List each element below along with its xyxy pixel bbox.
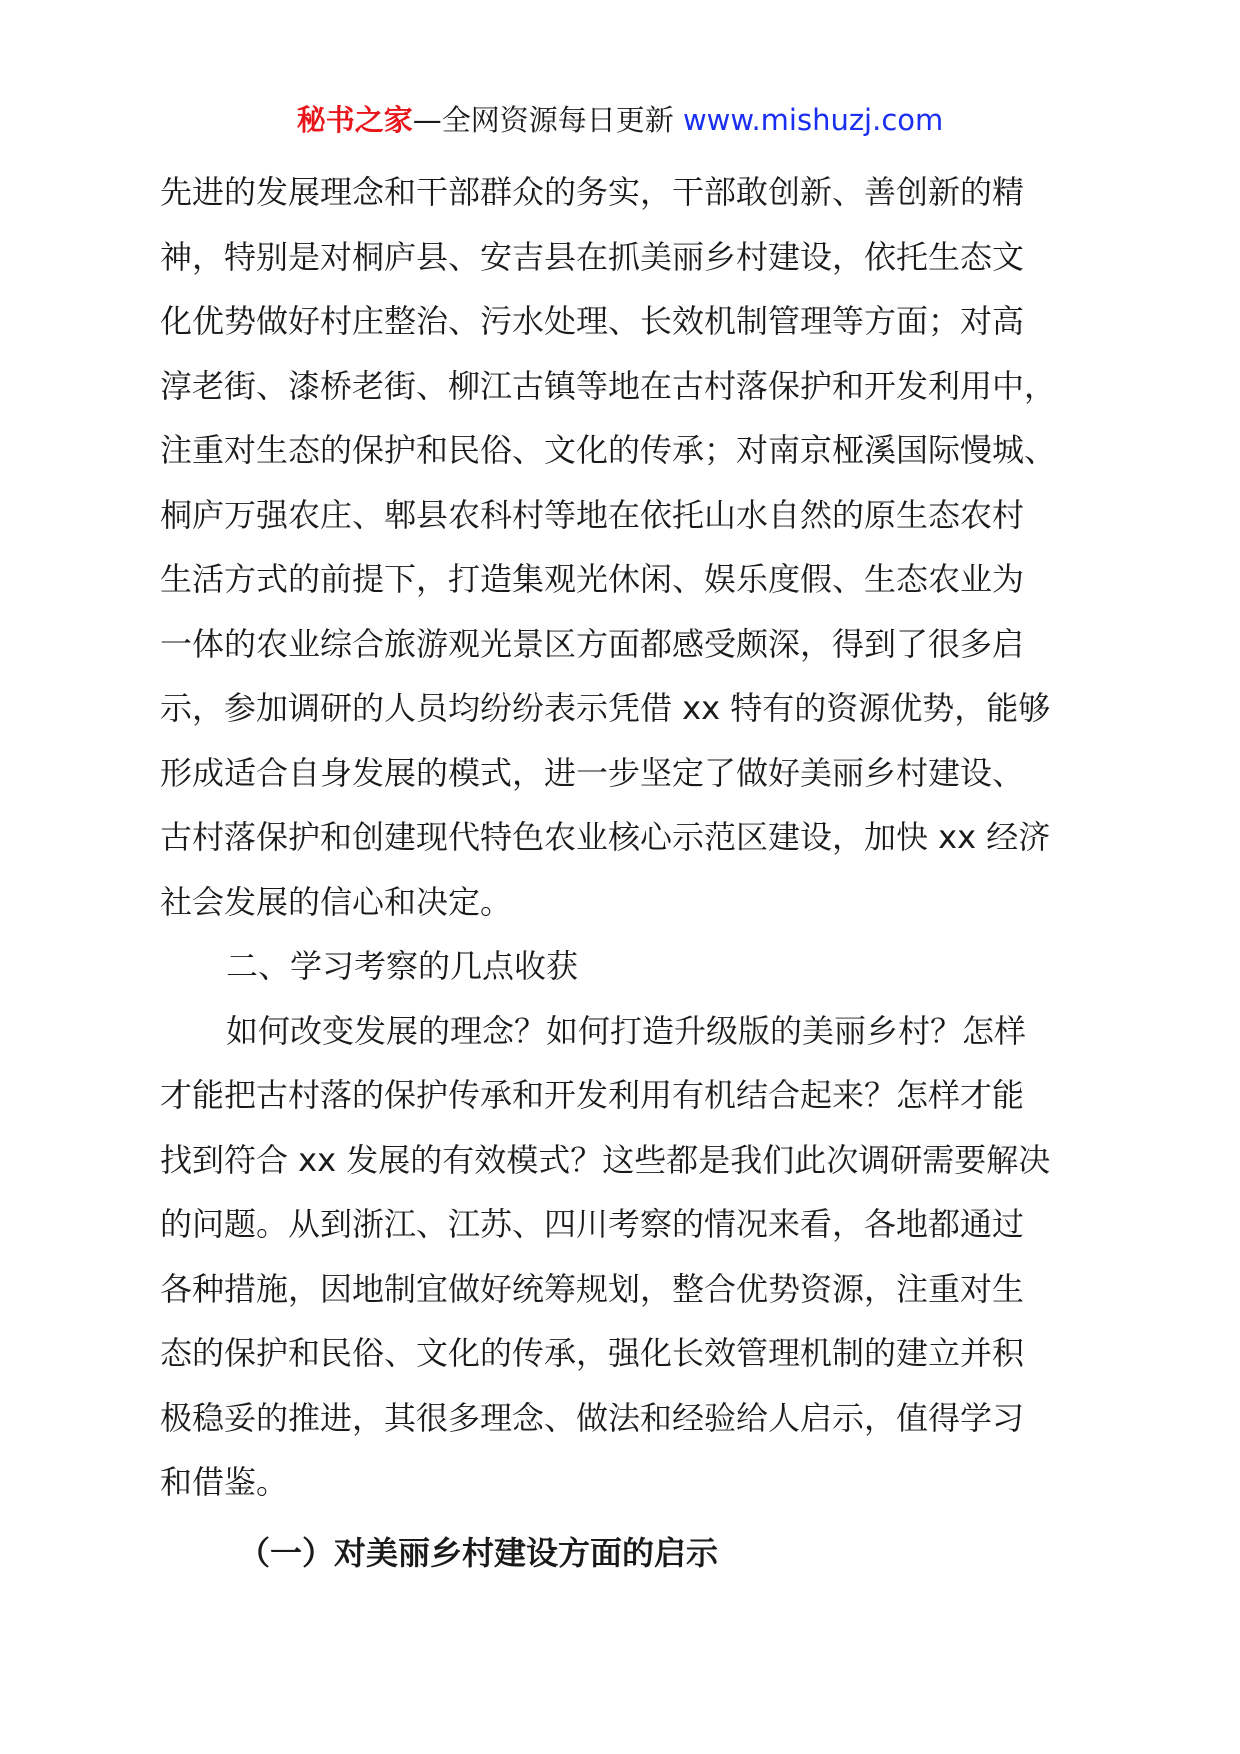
document-body: [160, 160, 1090, 1585]
paragraph-line: 生活方式的前提下，打造集观光休闲、娱乐度假、生态农业为: [160, 560, 1025, 598]
site-slogan: —全网资源每日更新: [412, 103, 683, 137]
site-brand: 秘书之家: [296, 103, 413, 137]
paragraph-line: 极稳妥的推进，其很多理念、做法和经验给人启示，值得学习: [160, 1398, 1025, 1437]
paragraph-line: 形成适合自身发展的模式，进一步坚定了做好美丽乡村建设、: [160, 753, 1025, 792]
paragraph-line: 神，特别是对桐庐县、安吉县在抓美丽乡村建设，依托生态文: [160, 237, 1025, 276]
paragraph-line: 如何改变发展的理念？如何打造升级版的美丽乡村？怎样: [226, 1011, 1027, 1050]
paragraph-line: 各种措施，因地制宜做好统筹规划，整合优势资源，注重对生: [160, 1269, 1025, 1308]
paragraph-line: 找到符合 xx 发展的有效模式？这些都是我们此次调研需要解决: [160, 1140, 1051, 1179]
paragraph-line: 先进的发展理念和干部群众的务实，干部敢创新、善创新的精: [160, 173, 1025, 211]
paragraph-1: [160, 160, 1090, 934]
paragraph-2: [160, 999, 1090, 1515]
paragraph-line: 才能把古村落的保护传承和开发利用有机结合起来？怎样才能: [160, 1076, 1025, 1114]
paragraph-line: 和借鉴。: [160, 1463, 289, 1501]
paragraph-line: 淳老街、漆桥老街、柳江古镇等地在古村落保护和开发利用中，: [160, 366, 1057, 405]
paragraph-line: 态的保护和民俗、文化的传承，强化长效管理机制的建立并积: [160, 1334, 1025, 1372]
site-url-link[interactable]: www.mishuzj.com: [682, 103, 944, 137]
paragraph-line: 桐庐万强农庄、郫县农科村等地在依托山水自然的原生态农村: [160, 495, 1025, 534]
paragraph-line: 示，参加调研的人员均纷纷表示凭借 xx 特有的资源优势，能够: [160, 689, 1051, 727]
paragraph-line: 社会发展的信心和决定。: [160, 882, 513, 921]
paragraph-line: 的问题。从到浙江、江苏、四川考察的情况来看，各地都通过: [160, 1205, 1025, 1243]
section-heading: 二、学习考察的几点收获: [226, 947, 579, 985]
paragraph-line: 注重对生态的保护和民俗、文化的传承；对南京桠溪国际慢城、: [160, 431, 1057, 469]
site-header: [0, 100, 1240, 140]
paragraph-line: 化优势做好村庄整治、污水处理、长效机制管理等方面；对高: [160, 302, 1025, 340]
paragraph-line: 一体的农业综合旅游观光景区方面都感受颇深，得到了很多启: [160, 624, 1025, 663]
subsection-heading: （一）对美丽乡村建设方面的启示: [238, 1533, 719, 1572]
paragraph-line: 古村落保护和创建现代特色农业核心示范区建设，加快 xx 经济: [160, 818, 1051, 856]
